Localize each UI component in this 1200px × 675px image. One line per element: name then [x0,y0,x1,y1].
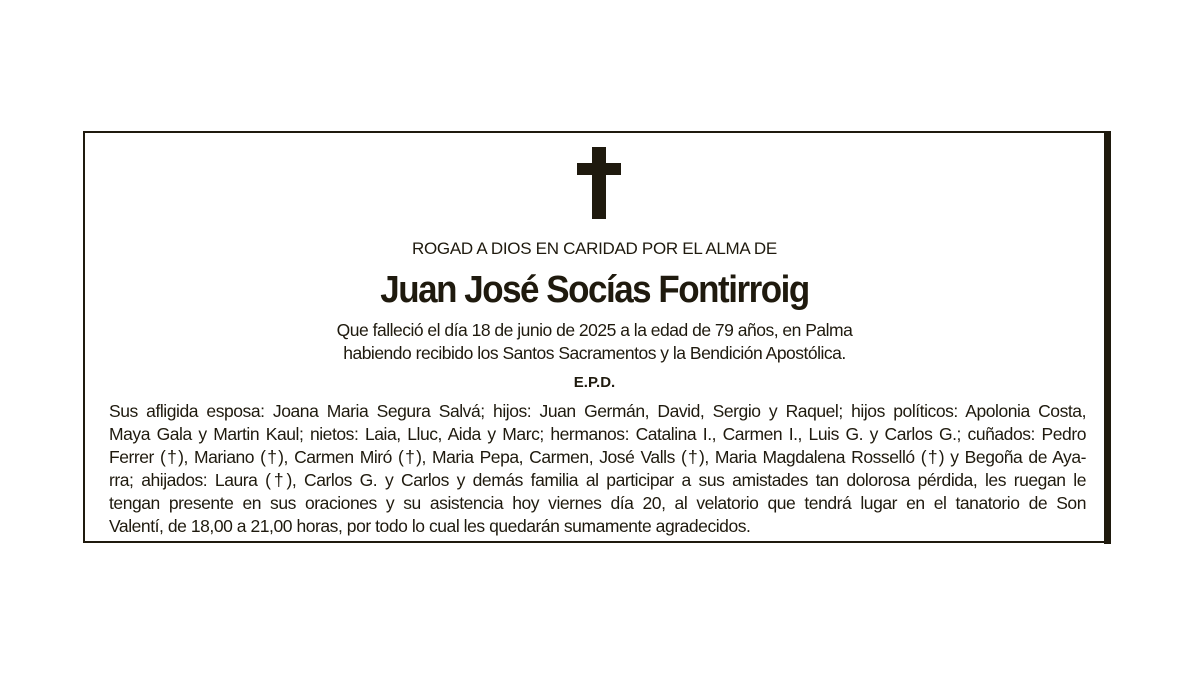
cross-horizontal-bar [577,163,621,175]
cross-vertical-bar [592,147,606,219]
deceased-name: Juan José Socías Fontirroig [380,269,809,311]
obituary-notice [83,131,1104,543]
death-details-line: Que falleció el día 18 de junio de 2025 a la edad de 79 años, en Palma [336,320,853,340]
family-message-line: Maya Gala y Martin Kaul; nietos: Laia, Lluc, Aida y Marc; hermanos: Catalina I., Carmen I., Luis G. y Carlos G.; cuñados: Pedro [109,424,1086,444]
family-message-line: rra; ahijados: Laura (†), Carlos G. y Carlos y demás familia al participar a sus amistades tan dolorosa pérdida, les ruegan le [109,470,1086,490]
family-message-line: Ferrer (†), Mariano (†), Carmen Miró (†), Maria Pepa, Carmen, José Valls (†), Maria Magdalena Rosselló (†) y Begoña de Aya- [109,447,1086,467]
epd-label: E.P.D. [573,374,616,391]
family-message [109,400,1086,538]
notice-right-shadow-border [1104,131,1111,544]
family-message-line: Valentí, de 18,00 a 21,00 horas, por todo lo cual les quedarán sumamente agradecidos. [109,516,751,536]
prayer-header: ROGAD A DIOS EN CARIDAD POR EL ALMA DE [412,239,777,258]
family-message-line: tengan presente en sus oraciones y su asistencia hoy viernes día 20, al velatorio que tendrá lugar en el tanatorio de Son [109,493,1086,513]
family-message-line: Sus afligida esposa: Joana Maria Segura Salvá; hijos: Juan Germán, David, Sergio y Raquel; hijos políticos: Apolonia Costa, [109,401,1086,421]
death-details [85,319,1104,365]
cross-icon [577,147,621,219]
death-details-line: habiendo recibido los Santos Sacramentos y la Bendición Apostólica. [343,343,846,363]
